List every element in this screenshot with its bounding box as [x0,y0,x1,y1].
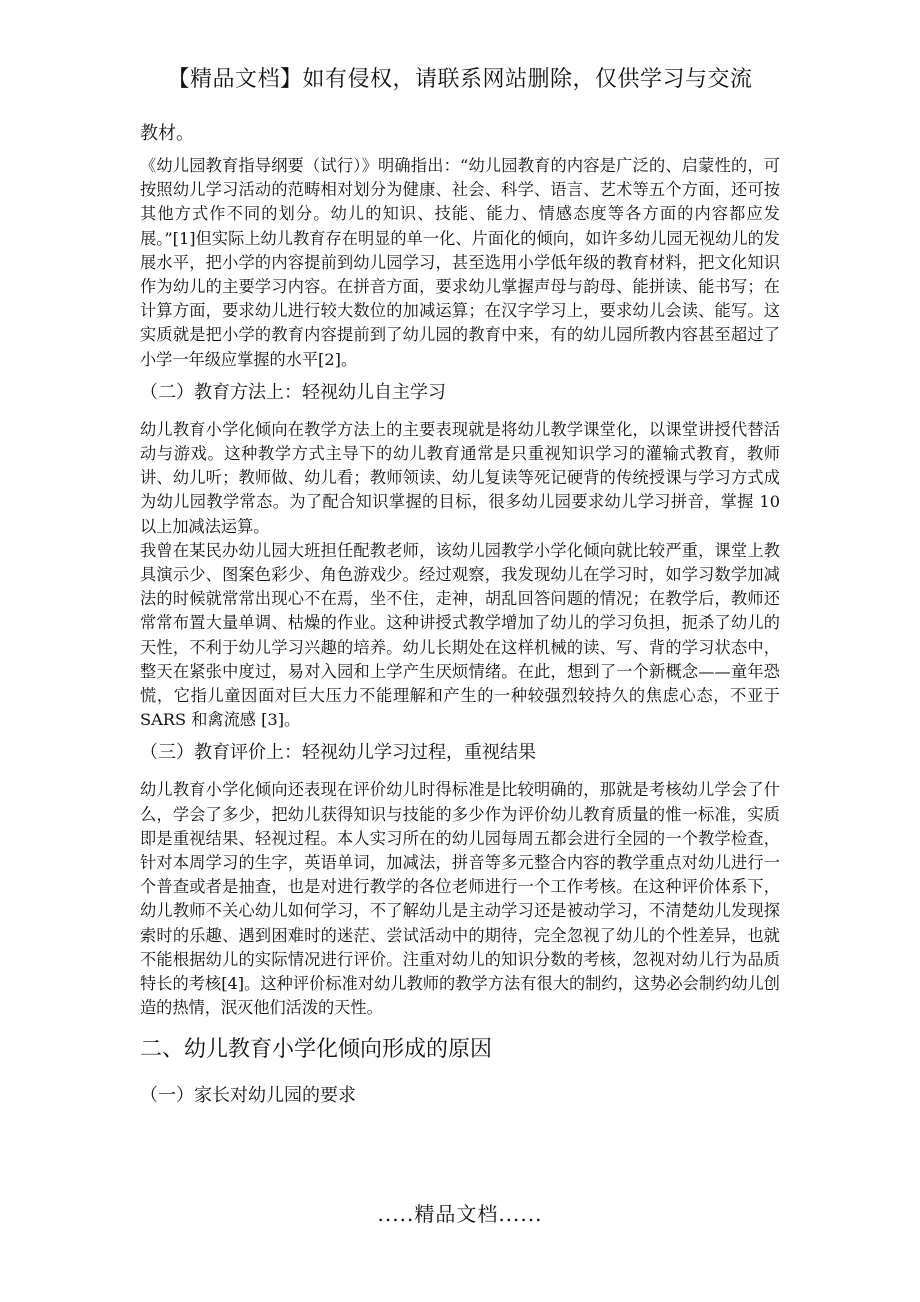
paragraph-teaching-method: 幼儿教育小学化倾向在教学方法上的主要表现就是将幼儿教学课堂化，以课堂讲授代替活动与游戏。这种教学方式主导下的幼儿教育通常是只重视知识学习的灌输式教育，教师讲、幼儿听；教师做、幼儿看；教师领读、幼儿复读等死记硬背的传统授课与学习方式成为幼儿园教学常态。为了配合知识掌握的目标，很多幼儿园要求幼儿学习拼音，掌握 10 以上加减法运算。 [140,419,780,536]
paragraph-curriculum: 《幼儿园教育指导纲要（试行）》明确指出：“幼儿园教育的内容是广泛的、启蒙性的，可按照幼儿学习活动的范畴相对划分为健康、社会、科学、语言、艺术等五个方面，还可按其他方式作不同的划分。幼儿的知识、技能、能力、情感态度等各方面的内容都应发展。”[1]但实际上幼儿教育存在明显的单一化、片面化的倾向，如许多幼儿园无视幼儿的发展水平，把小学的内容提前到幼儿园学习，甚至选用小学低年级的教育材料，把文化知识作为幼儿的主要学习内容。在拼音方面，要求幼儿掌握声母与韵母、能拼读、能书写；在计算方面，要求幼儿进行较大数位的加减运算；在汉字学习上，要求幼儿会读、能写。这实质就是把小学的教育内容提前到了幼儿园的教育中来，有的幼儿园所教内容甚至超过了小学一年级应掌握的水平[2]。 [140,156,780,369]
paragraph-evaluation: 幼儿教育小学化倾向还表现在评价幼儿时得标准是比较明确的，那就是考核幼儿学会了什么，学会了多少，把幼儿获得知识与技能的多少作为评价幼儿教育质量的惟一标准，实质即是重视结果、轻视过程。本人实习所在的幼儿园每周五都会进行全园的一个教学检查，针对本周学习的生字，英语单词，加减法，拼音等多元整合内容的教学重点对幼儿进行一个普查或者是抽查，也是对进行教学的各位老师进行一个工作考核。在这种评价体系下，幼儿教师不关心幼儿如何学习，不了解幼儿是主动学习还是被动学习，不清楚幼儿发现探索时的乐趣、遇到困难时的迷茫、尝试活动中的期待，完全忽视了幼儿的个性差异，也就不能根据幼儿的实际情况进行评价。注重对幼儿的知识分数的考核，忽视对幼儿行为品质特长的考核[4]。这种评价标准对幼儿教师的教学方法有很大的制约，这势必会制约幼儿创造的热情，泯灭他们活泼的天性。 [140,780,780,1018]
paragraph-personal-experience: 我曾在某民办幼儿园大班担任配教老师，该幼儿园教学小学化倾向就比较严重，课堂上教具演示少、图案色彩少、角色游戏少。经过观察，我发现幼儿在学习时，如学习数学加减法的时候就常常出现心不在焉，坐不住，走神，胡乱回答问题的情况；在教学后，教师还常常布置大量单调、枯燥的作业。这种讲授式教学增加了幼儿的学习负担，扼杀了幼儿的天性，不利于幼儿学习兴趣的培养。幼儿长期处在这样机械的读、写、背的学习状态中，整天在紧张中度过，易对入园和上学产生厌烦情绪。在此，想到了一个新概念——童年恐慌，它指儿童因面对巨大压力不能理解和产生的一种较强烈较持久的焦虑心态，不亚于 SARS 和禽流感 [3]。 [140,540,780,730]
page-footer: .....精品文档...... [377,1202,543,1226]
subheading-parents: （一）家长对幼儿园的要求 [140,1084,356,1106]
subheading-teaching-method: （二）教育方法上：轻视幼儿自主学习 [140,381,446,403]
lead-text: 教材。 [140,123,194,144]
subheading-evaluation: （三）教育评价上：轻视幼儿学习过程，重视结果 [140,742,536,764]
page-header: 【精品文档】如有侵权，请联系网站删除，仅供学习与交流 [167,67,753,92]
document-body [140,120,780,1121]
section-heading-causes: 二、幼儿教育小学化倾向形成的原因 [140,1036,493,1062]
